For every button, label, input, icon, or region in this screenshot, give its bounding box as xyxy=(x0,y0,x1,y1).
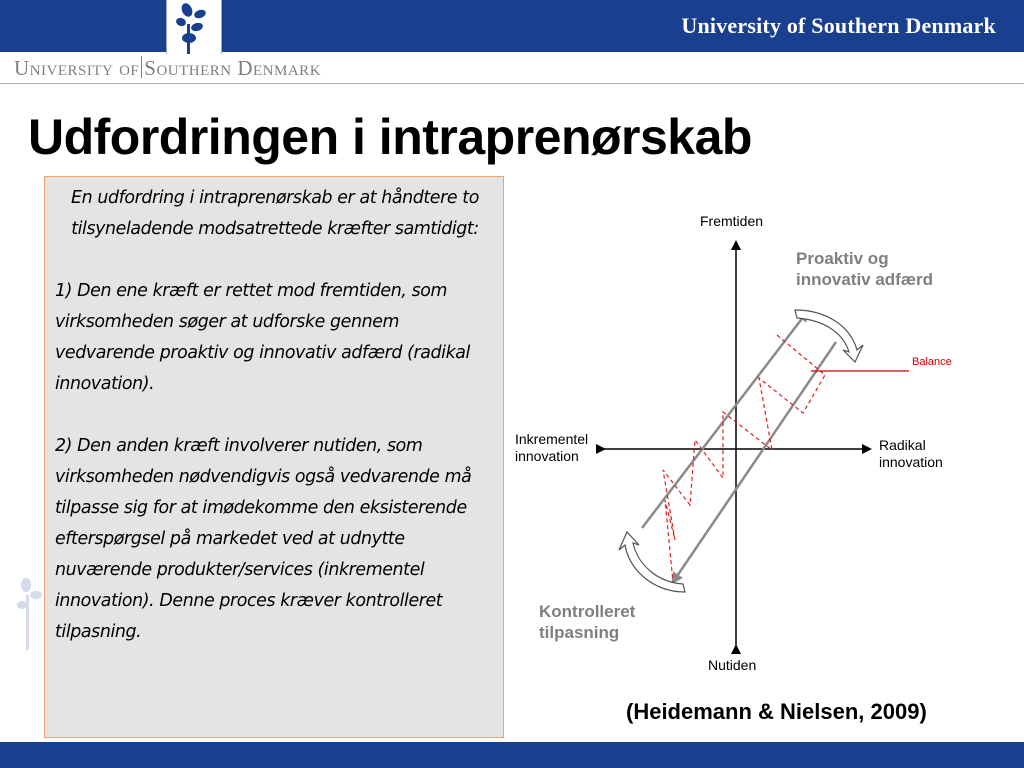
tree-logo-icon xyxy=(167,0,221,54)
balance-label: Balance xyxy=(912,356,952,368)
axis-label-right: Radikal innovation xyxy=(879,437,943,470)
wordmark-part-1: University of xyxy=(14,56,140,80)
wordmark-part-2: Southern Denmark xyxy=(144,56,322,80)
lower-force-label: Kontrolleret tilpasning xyxy=(539,602,636,642)
lower-curved-arrow xyxy=(619,532,685,592)
university-wordmark xyxy=(14,56,321,81)
upper-force-label: Proaktiv og innovativ adfærd xyxy=(796,249,933,289)
header-rule xyxy=(0,83,1024,84)
header-bar xyxy=(0,0,1024,52)
present-paragraph: 2) Den anden kræft involverer nutiden, som virksomheden nødvendigvis også vedvarende må tilpasse sig for at imødekomme den eksisterende efterspørgsel på markedet ved at udnytte nuværende produkter/services (inkrementel innovation). Denne proces kræver kontrolleret tilpasning. xyxy=(55,436,472,642)
wordmark-divider xyxy=(141,56,142,78)
text-box xyxy=(44,176,504,738)
axis-label-top: Fremtiden xyxy=(700,213,764,229)
axis-label-bottom: Nutiden xyxy=(708,657,757,673)
watermark-logo-icon xyxy=(12,575,46,655)
axis-label-left: Inkrementel innovation xyxy=(515,431,589,464)
university-logo xyxy=(166,0,222,54)
balance-zigzag xyxy=(663,335,825,582)
slide-title: Udfordringen i intraprenørskab xyxy=(28,109,752,165)
citation: (Heidemann & Nielsen, 2009) xyxy=(626,699,927,724)
innovation-diagram xyxy=(505,200,975,690)
intro-paragraph: En udfordring i intraprenørskab er at håndtere to tilsyneladende modsatrettede kræfter samtidigt: xyxy=(71,188,479,239)
lower-diagonal-arrow xyxy=(673,342,836,582)
footer-bar xyxy=(0,742,1024,768)
future-paragraph: 1) Den ene kræft er rettet mod fremtiden, som virksomheden søger at udforske gennem vedvarende proaktiv og innovativ adfærd (radikal innovation). xyxy=(55,281,470,394)
university-name: University of Southern Denmark xyxy=(681,13,996,38)
